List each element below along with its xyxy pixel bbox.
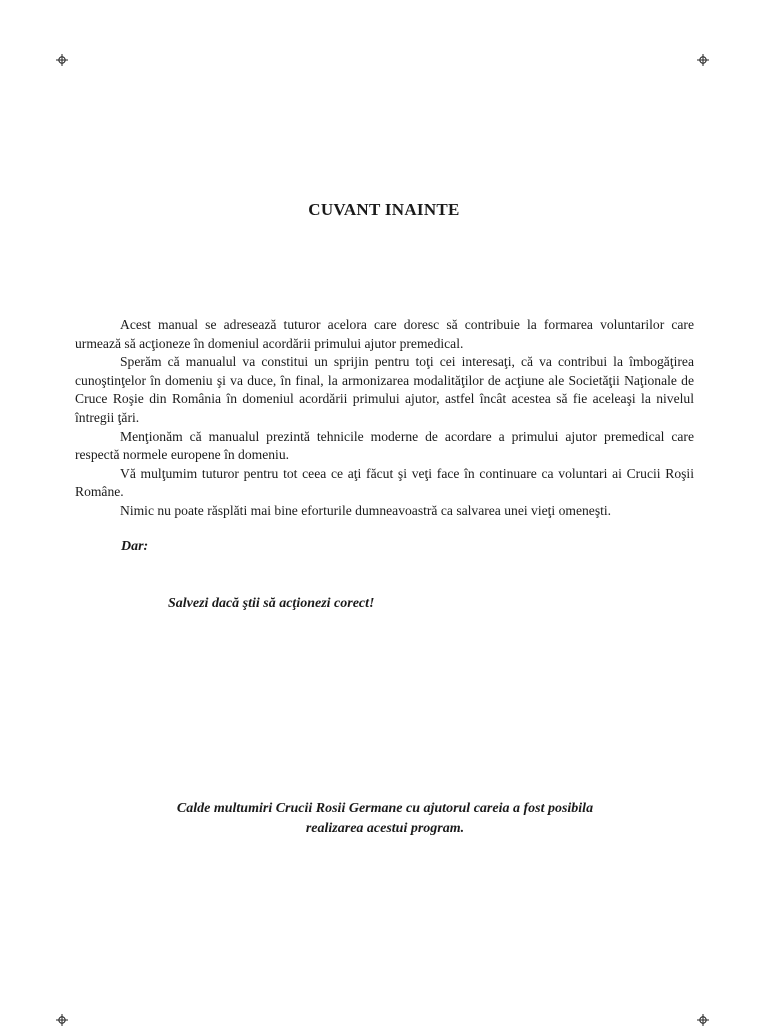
registration-mark-icon bbox=[56, 1014, 68, 1026]
registration-mark-icon bbox=[697, 54, 709, 66]
registration-mark-icon bbox=[697, 1014, 709, 1026]
acknowledgement-line: Calde multumiri Crucii Rosii Germane cu ajutorul careia a fost posibila bbox=[176, 801, 594, 816]
page-title: CUVANT INAINTE bbox=[308, 200, 460, 219]
paragraph: Acest manual se adresează tuturor acelora care doresc să contribuie la formarea voluntarilor care urmează să acţioneze în domeniul acordării primului ajutor premedical. bbox=[75, 317, 694, 351]
registration-mark-icon bbox=[56, 54, 68, 66]
dar-label: Dar: bbox=[121, 539, 149, 554]
foreword-body bbox=[75, 316, 694, 521]
paragraph: Nimic nu poate răsplăti mai bine eforturile dumneavoastră ca salvarea unei vieţi omeneşti. bbox=[120, 502, 612, 518]
paragraph: Menţionăm că manualul prezintă tehnicile moderne de acordare a primului ajutor premedical care respectă normele europene în domeniu. bbox=[75, 428, 694, 463]
acknowledgement-line: realizarea acestui program. bbox=[305, 821, 465, 836]
paragraph: Vă mulţumim tuturor pentru tot ceea ce aţi făcut şi veţi face în continuare ca voluntari ai Crucii Roşii Române. bbox=[75, 465, 694, 500]
paragraph: Sperăm că manualul va constitui un sprijin pentru toţi cei interesaţi, că va contribui la îmbogăţirea cunoştinţelor în domeniu şi va duce, în final, la armonizarea modalităţilor de acţiune ale Societăţii Naţionale de Cruce Roşie din România în domeniul acordării primului ajutor, astfel încât acestea să fie aceleaşi la nivelul întregii ţări. bbox=[75, 354, 694, 425]
motto: Salvezi dacă ştii să acţionezi corect! bbox=[168, 596, 375, 611]
acknowledgement bbox=[100, 799, 670, 839]
